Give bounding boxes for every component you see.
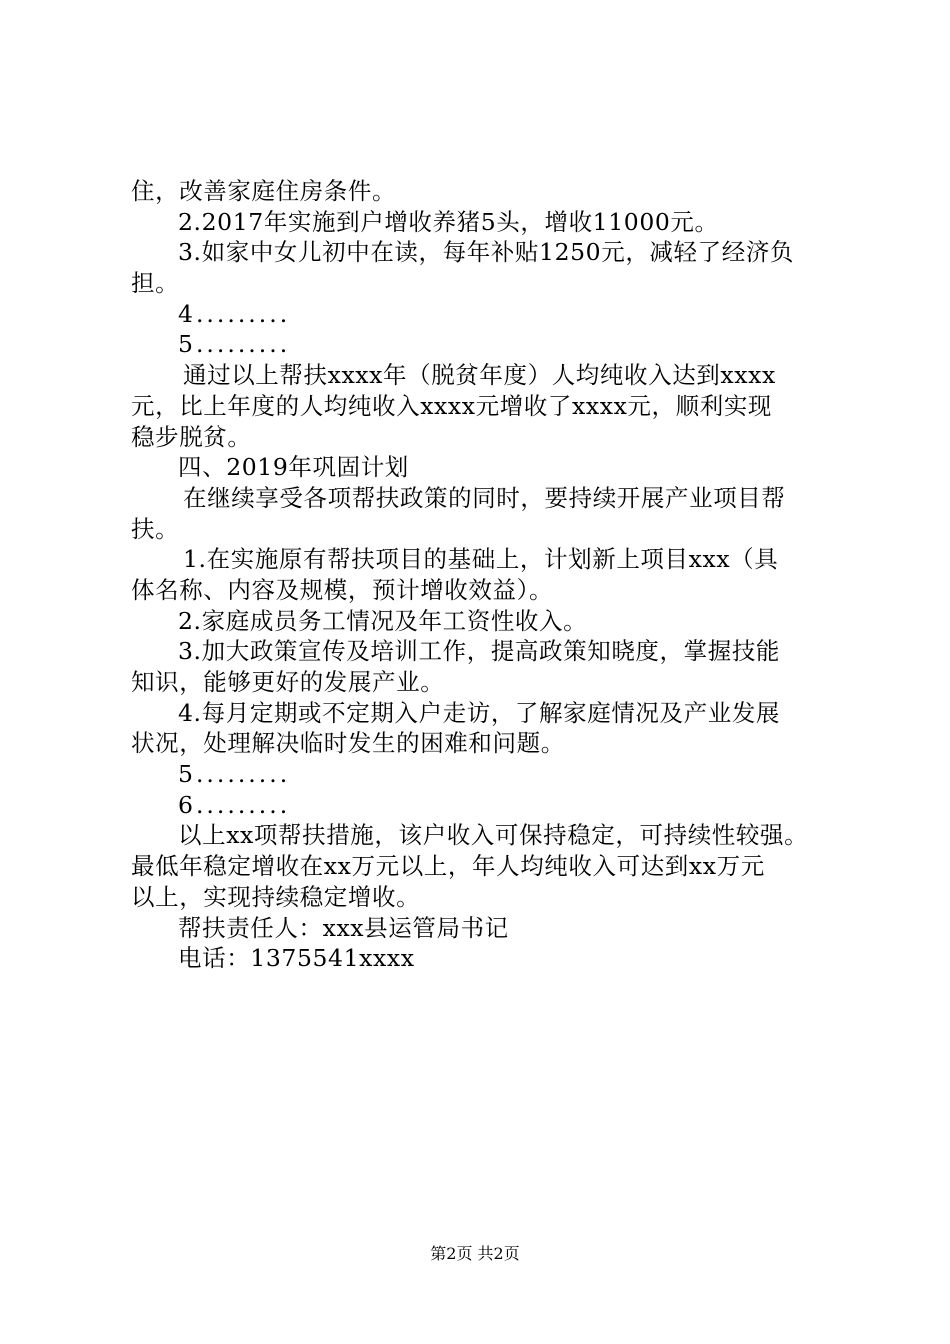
text-line: 2.2017年实施到户增收养猪5头，增收11000元。	[178, 207, 719, 236]
text-line: 扶。	[131, 514, 180, 543]
phone-number: 电话：1375541xxxx	[178, 944, 415, 973]
section-heading: 四、2019年巩固计划	[178, 453, 409, 482]
text-line: 4.........	[178, 299, 291, 328]
text-line: 元，比上年度的人均纯收入xxxx元增收了xxxx元，顺利实现	[131, 391, 773, 420]
text-line: 3.加大政策宣传及培训工作，提高政策知晓度，掌握技能	[178, 637, 781, 666]
text-line: 在继续享受各项帮扶政策的同时，要持续开展产业项目帮	[183, 483, 786, 512]
text-line: 6.........	[178, 790, 291, 819]
text-line: 通过以上帮扶xxxx年（脱贫年度）人均纯收入达到xxxx	[183, 361, 776, 390]
text-line: 2.家庭成员务工情况及年工资性收入。	[178, 606, 588, 635]
text-line: 1.在实施原有帮扶项目的基础上，计划新上项目xxx（具	[183, 545, 779, 574]
text-line: 稳步脱贫。	[131, 422, 252, 451]
text-line: 担。	[131, 269, 180, 298]
document-body	[131, 176, 836, 974]
text-line: 体名称、内容及规模，预计增收效益）。	[131, 575, 554, 604]
page-number-footer: 第2页 共2页	[430, 1244, 520, 1263]
text-line: 以上xx项帮扶措施，该户收入可保持稳定，可持续性较强。	[178, 821, 809, 850]
text-line: 最低年稳定增收在xx万元以上，年人均纯收入可达到xx万元	[131, 852, 765, 881]
text-line: 4.每月定期或不定期入户走访，了解家庭情况及产业发展	[178, 698, 781, 727]
text-line: 知识，能够更好的发展产业。	[131, 668, 445, 696]
text-line: 5.........	[178, 760, 291, 789]
text-line: 状况，处理解决临时发生的困难和问题。	[131, 729, 565, 758]
text-line: 3.如家中女儿初中在读，每年补贴1250元，减轻了经济负	[178, 238, 795, 267]
text-line: 以上，实现持续稳定增收。	[131, 882, 421, 911]
text-line: 5.........	[178, 330, 291, 359]
responsible-person: 帮扶责任人：xxx县运管局书记	[178, 913, 509, 942]
text-line: 住，改善家庭住房条件。	[131, 177, 397, 205]
